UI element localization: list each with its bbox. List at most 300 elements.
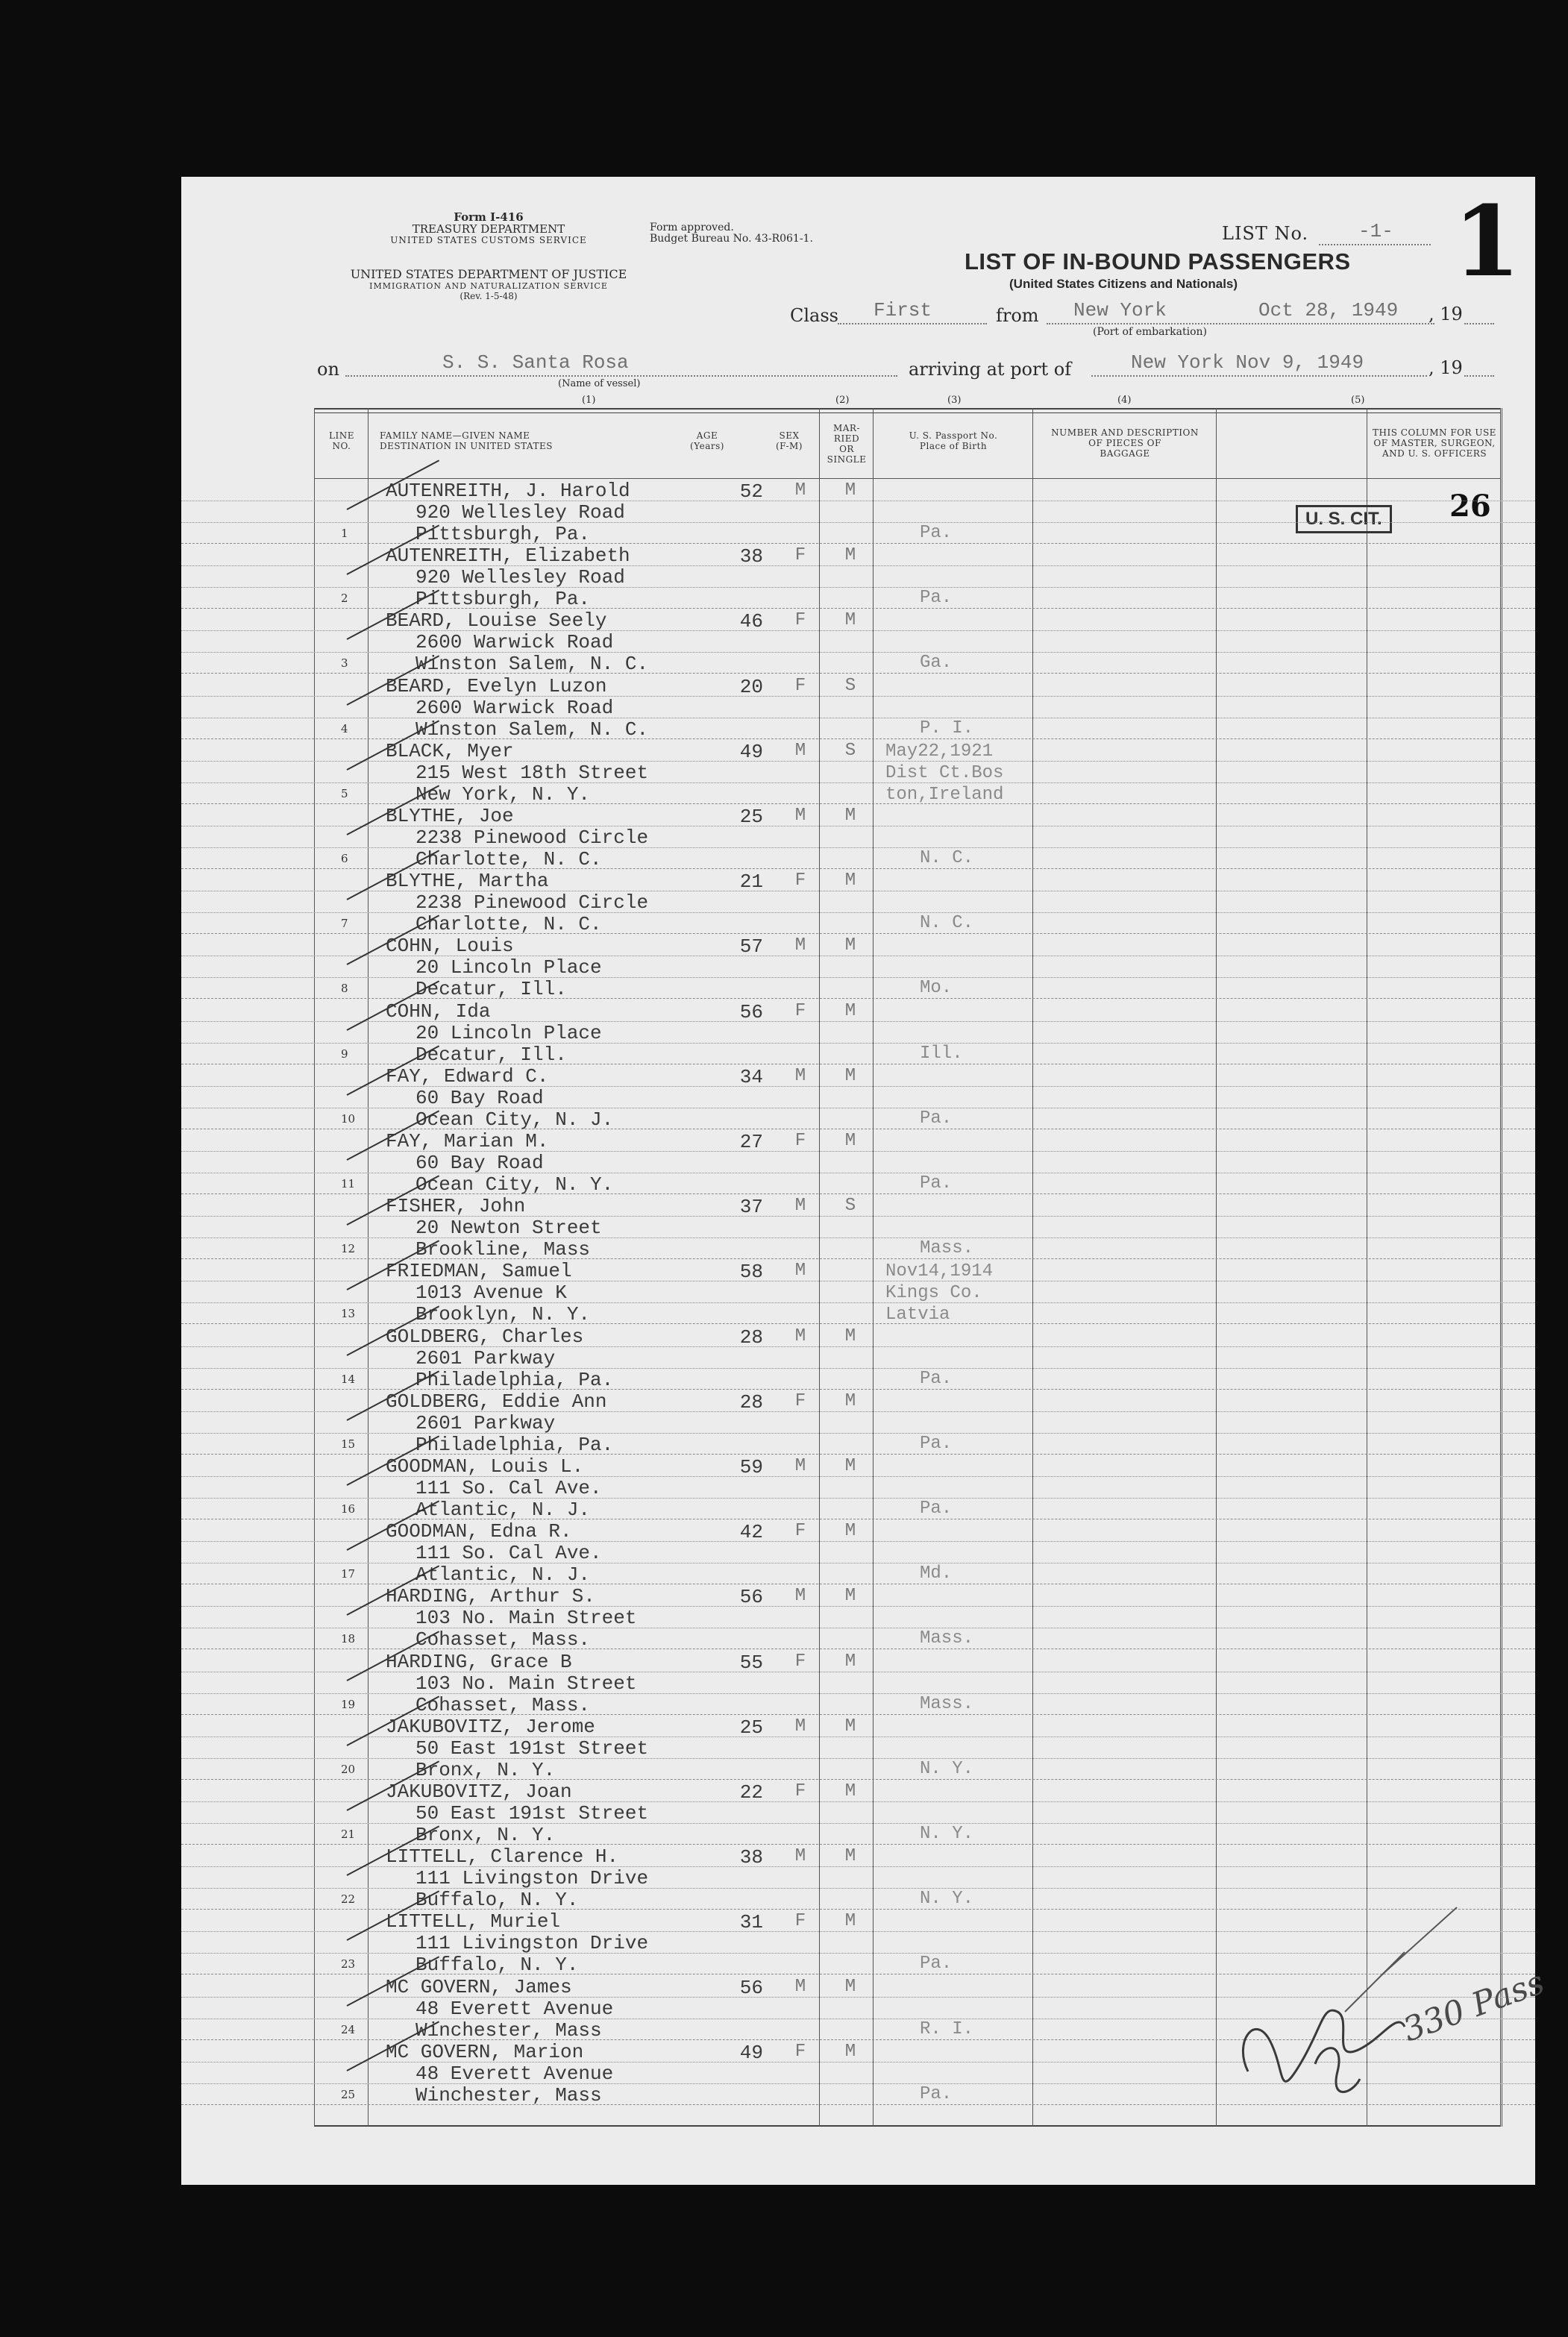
age: 56 [739, 1000, 763, 1023]
passenger-name: BLYTHE, Martha [386, 870, 549, 893]
sex: M [794, 1326, 806, 1346]
passenger-name: FAY, Marian M. [386, 1130, 549, 1152]
header-baggage: NUMBER AND DESCRIPTION OF PIECES OF BAGGAGE [1051, 427, 1199, 459]
list-no-line [1319, 244, 1431, 245]
row-rule [181, 1433, 1535, 1434]
vessel-line [345, 375, 897, 377]
sex: F [794, 1390, 806, 1411]
age: 28 [739, 1390, 763, 1414]
line-number: 20 [341, 1762, 356, 1776]
passenger-name: BEARD, Evelyn Luzon [386, 674, 607, 697]
street-address: 20 Lincoln Place [415, 1021, 602, 1044]
marital-status: S [844, 1196, 856, 1217]
table-bottom-rule [314, 2125, 1500, 2127]
street-address: 1013 Avenue K [415, 1282, 567, 1305]
line-number: 15 [341, 1437, 356, 1451]
row-rule [181, 1281, 1535, 1282]
age: 49 [739, 740, 763, 763]
passport-birthplace: Nov14,1914 Kings Co. Latvia [885, 1261, 994, 1326]
row-rule [181, 1237, 1535, 1238]
line-number: 3 [341, 656, 348, 671]
city: Cohasset, Mass. [415, 1628, 591, 1651]
row-rule [181, 1216, 1535, 1217]
header-officers: THIS COLUMN FOR USE OF MASTER, SURGEON, AND U. S. OFFICERS [1373, 427, 1496, 459]
passport-birthplace: N. Y. [920, 1758, 974, 1779]
row-rule [181, 1606, 1535, 1607]
city: Winchester, Mass [415, 2083, 602, 2107]
street-address: 20 Lincoln Place [415, 956, 602, 979]
class-label: Class [790, 305, 838, 326]
row-rule [181, 1758, 1535, 1759]
arrival-line [1091, 375, 1427, 377]
passport-birthplace: Pa. [920, 1954, 953, 1974]
city: Philadelphia, Pa. [415, 1368, 614, 1391]
row-rule [181, 630, 1535, 631]
passenger-name: GOLDBERG, Charles [386, 1325, 584, 1348]
sex: M [794, 1586, 806, 1607]
list-no-value: -1- [1358, 220, 1393, 242]
marital-status: M [844, 1586, 856, 1607]
sheet-number: 1 [1453, 184, 1521, 298]
line-number: 2 [341, 592, 348, 606]
line-number: 1 [341, 527, 348, 540]
passport-birthplace: Mass. [920, 1238, 974, 1259]
col-num-2: (2) [835, 395, 850, 406]
marital-status: M [844, 1521, 856, 1542]
year-prefix-2: , 19 [1429, 357, 1463, 378]
from-label: from [996, 305, 1039, 326]
table-row [181, 1259, 1535, 1324]
passenger-name: BLYTHE, Joe [386, 805, 514, 827]
ins-service: IMMIGRATION AND NATURALIZATION SERVICE [369, 281, 608, 291]
sex: M [794, 1716, 806, 1737]
city: Winston Salem, N. C. [415, 718, 649, 741]
row-rule [181, 1801, 1535, 1802]
table-row [181, 1650, 1535, 1715]
age: 34 [739, 1065, 763, 1088]
passport-birthplace: Pa. [920, 588, 953, 609]
sex: F [794, 545, 806, 566]
age: 46 [739, 610, 763, 633]
passport-birthplace: Mass. [920, 1693, 974, 1714]
age: 31 [739, 1911, 763, 1934]
marital-status: M [844, 1065, 856, 1086]
passport-birthplace: Pa. [920, 523, 953, 543]
passenger-name: HARDING, Arthur S. [386, 1585, 595, 1608]
passenger-name: AUTENREITH, J. Harold [386, 480, 630, 502]
sex: M [794, 1261, 806, 1282]
marital-status: M [844, 480, 856, 501]
sex: F [794, 1781, 806, 1801]
row-rule [181, 652, 1535, 653]
line-number: 18 [341, 1632, 356, 1646]
passenger-name: JAKUBOVITZ, Jerome [386, 1715, 595, 1738]
customs-service: UNITED STATES CUSTOMS SERVICE [390, 235, 587, 245]
class-value: First [874, 299, 932, 321]
row-rule [181, 1043, 1535, 1044]
city: Pittsburgh, Pa. [415, 523, 591, 545]
form-number: Form I-416 [454, 210, 524, 224]
revision: (Rev. 1-5-48) [460, 291, 518, 301]
age: 20 [739, 675, 763, 698]
line-number: 19 [341, 1697, 356, 1711]
street-address: 111 So. Cal Ave. [415, 1542, 602, 1565]
row-rule [181, 1476, 1535, 1477]
passport-birthplace: Ill. [920, 1043, 963, 1064]
age: 58 [739, 1261, 763, 1284]
arriving-label: arriving at port of [909, 359, 1072, 380]
col-num-3: (3) [947, 395, 962, 406]
line-number: 7 [341, 917, 348, 931]
age: 56 [739, 1586, 763, 1609]
passenger-name: LITTELL, Clarence H. [386, 1845, 619, 1869]
passport-birthplace: Mo. [920, 978, 953, 999]
marital-status: M [844, 1976, 856, 1997]
on-label: on [317, 359, 339, 380]
passenger-name: BEARD, Louise Seely [386, 609, 607, 633]
row-rule [181, 912, 1535, 913]
sex: F [794, 675, 806, 696]
street-address: 50 East 191st Street [415, 1802, 649, 1825]
passenger-name: MC GOVERN, James [386, 1975, 572, 1998]
sex: M [794, 740, 806, 761]
street-address: 2601 Parkway [415, 1411, 556, 1434]
sex: F [794, 871, 806, 891]
street-address: 920 Wellesley Road [415, 501, 625, 524]
port-note: (Port of embarkation) [1093, 326, 1207, 338]
passport-birthplace: Pa. [920, 1499, 953, 1519]
line-number: 24 [341, 2022, 356, 2036]
sex: M [794, 480, 806, 501]
age: 37 [739, 1196, 763, 1219]
city: Brookline, Mass [415, 1238, 591, 1261]
street-address: 920 Wellesley Road [415, 566, 625, 589]
sex: M [794, 1976, 806, 1997]
passport-birthplace: Ga. [920, 653, 953, 674]
city: Ocean City, N. Y. [415, 1173, 614, 1196]
table-top-rule [314, 408, 1500, 413]
passport-birthplace: N. C. [920, 848, 974, 868]
city: Charlotte, N. C. [415, 913, 602, 936]
sex: M [794, 1065, 806, 1086]
age: 56 [739, 1976, 763, 1999]
sex: M [794, 1196, 806, 1217]
age: 38 [739, 1846, 763, 1869]
marital-status: M [844, 1651, 856, 1672]
list-no-label: LIST No. [1222, 223, 1309, 244]
year-line [1464, 323, 1494, 324]
sex: F [794, 2041, 806, 2062]
marital-status: M [844, 1131, 856, 1151]
table-row [181, 1000, 1535, 1064]
sex: M [794, 1846, 806, 1867]
marital-status: M [844, 610, 856, 631]
age: 49 [739, 2041, 763, 2064]
year-prefix: , 19 [1429, 304, 1463, 324]
sex: F [794, 1521, 806, 1542]
passport-birthplace: Md. [920, 1563, 953, 1584]
table-row [181, 674, 1535, 739]
age: 25 [739, 806, 763, 828]
passenger-name: COHN, Ida [386, 1000, 491, 1023]
passport-birthplace: Pa. [920, 1368, 953, 1389]
marital-status: M [844, 2041, 856, 2062]
line-number: 6 [341, 852, 348, 865]
sex: M [794, 935, 806, 956]
sex: F [794, 1131, 806, 1151]
year-line-2 [1464, 375, 1494, 377]
signature-note: 330 Pass [1398, 1963, 1549, 2050]
passenger-name: GOLDBERG, Eddie Ann [386, 1390, 607, 1413]
sex: F [794, 1651, 806, 1672]
street-address: 111 Livingston Drive [415, 1932, 649, 1955]
marital-status: M [844, 871, 856, 891]
marital-status: S [844, 740, 856, 761]
sex: F [794, 1000, 806, 1021]
city: Philadelphia, Pa. [415, 1433, 614, 1456]
city: Atlantic, N. J. [415, 1499, 591, 1521]
city: Bronx, N. Y. [415, 1824, 556, 1846]
city: Winchester, Mass [415, 2018, 602, 2042]
street-address: 60 Bay Road [415, 1152, 544, 1174]
age: 38 [739, 545, 763, 568]
street-address: 48 Everett Avenue [415, 1997, 614, 2020]
marital-status: M [844, 1911, 856, 1932]
passenger-name: LITTELL, Muriel [386, 1910, 561, 1933]
justice-dept: UNITED STATES DEPARTMENT OF JUSTICE [350, 267, 627, 281]
passenger-name: GOODMAN, Edna R. [386, 1520, 572, 1543]
street-address: 20 Newton Street [415, 1217, 602, 1240]
marital-status: S [844, 675, 856, 696]
passport-birthplace: Mass. [920, 1628, 974, 1649]
table-row [181, 804, 1535, 869]
row-rule [181, 977, 1535, 978]
table-row [181, 869, 1535, 934]
row-rule [181, 522, 1535, 523]
passport-birthplace: N. Y. [920, 1889, 974, 1910]
marital-status: M [844, 1846, 856, 1867]
header-married: MAR- RIED OR SINGLE [827, 423, 867, 465]
row-rule [181, 565, 1535, 566]
street-address: 103 No. Main Street [415, 1607, 637, 1630]
passenger-name: COHN, Louis [386, 935, 514, 958]
table-row [181, 1519, 1535, 1587]
header-name: FAMILY NAME—GIVEN NAME DESTINATION IN UNITED STATES [380, 430, 553, 451]
row-rule [181, 587, 1535, 588]
street-address: 48 Everett Avenue [415, 2062, 614, 2085]
city: Decatur, Ill. [415, 1043, 567, 1066]
table-row [181, 1584, 1535, 1649]
age: 57 [739, 935, 763, 959]
row-rule [181, 1693, 1535, 1694]
marital-status: M [844, 1326, 856, 1346]
city: Brooklyn, N. Y. [415, 1303, 591, 1326]
passport-birthplace: P. I. [920, 718, 974, 738]
age: 21 [739, 871, 763, 894]
city: Atlantic, N. J. [415, 1563, 591, 1587]
row-rule [181, 1346, 1535, 1347]
city: Cohasset, Mass. [415, 1693, 591, 1716]
street-address: 50 East 191st Street [415, 1737, 649, 1760]
marital-status: M [844, 1781, 856, 1801]
street-address: 2600 Warwick Road [415, 696, 614, 719]
passport-birthplace: N. C. [920, 913, 974, 934]
line-number: 17 [341, 1567, 356, 1581]
street-address: 2600 Warwick Road [415, 631, 614, 654]
street-address: 2238 Pinewood Circle [415, 891, 649, 915]
passenger-name: AUTENREITH, Elizabeth [386, 545, 630, 568]
passenger-name: GOODMAN, Louis L. [386, 1455, 584, 1478]
age: 28 [739, 1326, 763, 1349]
line-number: 21 [341, 1828, 356, 1841]
city: New York, N. Y. [415, 782, 591, 806]
row-rule [181, 1302, 1535, 1303]
col-num-5: (5) [1351, 395, 1365, 406]
vessel-note: (Name of vessel) [558, 378, 641, 389]
city: Charlotte, N. C. [415, 848, 602, 871]
line-number: 4 [341, 721, 348, 735]
form-subtitle: (United States Citizens and Nationals) [1009, 277, 1238, 291]
age: 25 [739, 1716, 763, 1739]
col-num-4: (4) [1117, 395, 1132, 406]
table-row [181, 1390, 1535, 1455]
arrival-port-date: New York Nov 9, 1949 [1131, 351, 1364, 374]
header-line-no: LINE NO. [329, 430, 354, 451]
street-address: 103 No. Main Street [415, 1672, 637, 1695]
age: 59 [739, 1456, 763, 1478]
passport-birthplace: May22,1921 Dist Ct.Bos ton,Ireland [885, 741, 1004, 805]
table-row [181, 1064, 1535, 1129]
table-row [181, 1194, 1535, 1259]
marital-status: M [844, 545, 856, 566]
sex: M [794, 806, 806, 826]
street-address: 111 So. Cal Ave. [415, 1477, 602, 1499]
table-row [181, 1325, 1535, 1390]
line-number: 5 [341, 786, 348, 800]
sex: M [794, 1456, 806, 1476]
age: 22 [739, 1781, 763, 1804]
street-address: 215 West 18th Street [415, 761, 649, 784]
row-rule [181, 761, 1535, 762]
passenger-name: FISHER, John [386, 1195, 526, 1218]
line-number: 12 [341, 1242, 356, 1256]
city: Pittsburgh, Pa. [415, 588, 591, 611]
table-row [181, 1455, 1535, 1519]
line-number: 16 [341, 1502, 356, 1516]
table-row [181, 739, 1535, 804]
form-approved: Form approved. [650, 222, 734, 233]
form-title: LIST OF IN-BOUND PASSENGERS [965, 248, 1351, 275]
vessel-name: S. S. Santa Rosa [442, 351, 629, 374]
age: 42 [739, 1521, 763, 1544]
line-number: 22 [341, 1892, 356, 1907]
passenger-count: 26 [1449, 489, 1491, 524]
officer-signature [1211, 1818, 1549, 2116]
passenger-name: BLACK, Myer [386, 739, 514, 762]
line-number: 13 [341, 1307, 356, 1321]
line-number: 10 [341, 1111, 356, 1126]
line-number: 9 [341, 1047, 348, 1061]
table-row [181, 934, 1535, 999]
table-row [181, 609, 1535, 674]
city: Buffalo, N. Y. [415, 1889, 579, 1912]
passenger-name: MC GOVERN, Marion [386, 2040, 584, 2063]
row-rule [181, 1368, 1535, 1369]
city: Ocean City, N. J. [415, 1108, 614, 1131]
marital-status: M [844, 1456, 856, 1476]
line-number: 23 [341, 1957, 356, 1971]
manifest-page [181, 177, 1549, 2185]
passport-birthplace: Pa. [920, 1173, 953, 1193]
street-address: 111 Livingston Drive [415, 1867, 649, 1890]
passenger-name: JAKUBOVITZ, Joan [386, 1781, 572, 1803]
line-number: 25 [341, 2087, 356, 2101]
marital-status: M [844, 1000, 856, 1021]
class-line [838, 323, 987, 324]
row-rule [181, 847, 1535, 848]
street-address: 2238 Pinewood Circle [415, 826, 649, 849]
marital-status: M [844, 1390, 856, 1411]
budget-bureau: Budget Bureau No. 43-R061-1. [650, 233, 813, 245]
age: 55 [739, 1651, 763, 1674]
passenger-name: FAY, Edward C. [386, 1064, 549, 1088]
row-rule [181, 696, 1535, 697]
passport-birthplace: Pa. [920, 1108, 953, 1129]
passport-birthplace: N. Y. [920, 1824, 974, 1844]
table-row [181, 544, 1535, 609]
marital-status: M [844, 806, 856, 826]
col-num-1: (1) [582, 395, 596, 406]
header-sex: SEX (F-M) [776, 430, 803, 451]
city: Winston Salem, N. C. [415, 653, 649, 676]
table-row [181, 1715, 1535, 1780]
table-row [181, 1129, 1535, 1194]
table-row [181, 479, 1535, 544]
street-address: 60 Bay Road [415, 1086, 544, 1109]
passenger-name: HARDING, Grace B [386, 1650, 572, 1673]
line-number: 8 [341, 982, 348, 996]
row-rule [181, 1411, 1535, 1412]
embarkation-port: New York [1073, 299, 1167, 321]
row-rule [181, 1086, 1535, 1087]
from-line [1047, 323, 1434, 324]
passport-birthplace: R. I. [920, 2018, 974, 2039]
treasury-dept: TREASURY DEPARTMENT [412, 222, 565, 236]
sex: F [794, 610, 806, 631]
marital-status: M [844, 1716, 856, 1737]
city: Bronx, N. Y. [415, 1758, 556, 1781]
marital-status: M [844, 935, 856, 956]
row-rule [181, 782, 1535, 783]
city: Decatur, Ill. [415, 978, 567, 1001]
passport-birthplace: Pa. [920, 2083, 953, 2104]
row-rule [181, 1151, 1535, 1152]
sex: F [794, 1911, 806, 1932]
passport-birthplace: Pa. [920, 1433, 953, 1454]
header-passport: U. S. Passport No. Place of Birth [909, 430, 998, 451]
embarkation-date: Oct 28, 1949 [1258, 299, 1399, 321]
street-address: 2601 Parkway [415, 1346, 556, 1370]
age: 52 [739, 480, 763, 503]
citizen-stamp: U. S. CIT. [1296, 505, 1392, 533]
passenger-name: FRIEDMAN, Samuel [386, 1260, 572, 1283]
row-rule [181, 1498, 1535, 1499]
row-rule [181, 1541, 1535, 1542]
city: Buffalo, N. Y. [415, 1954, 579, 1977]
line-number: 11 [341, 1177, 356, 1191]
header-age: AGE (Years) [690, 430, 724, 451]
age: 27 [739, 1131, 763, 1153]
